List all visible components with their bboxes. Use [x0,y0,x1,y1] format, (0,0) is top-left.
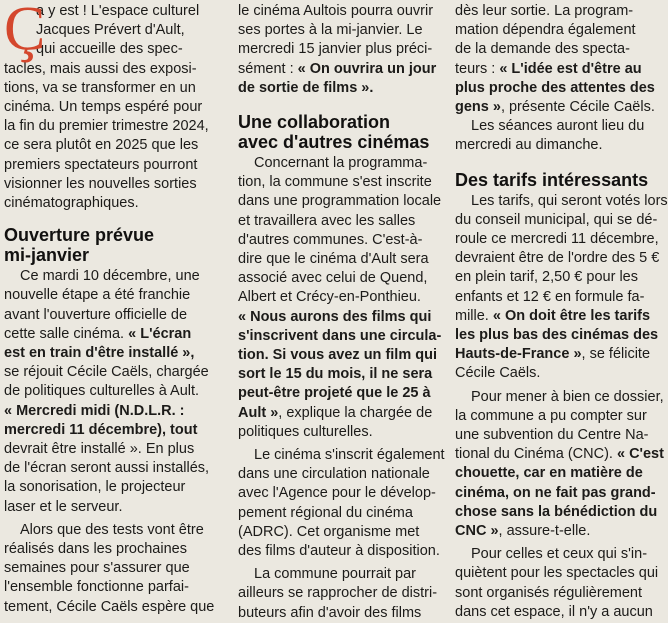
quote-bold: CNC » [455,523,499,540]
text-line: a y est ! L'espace culturel [36,3,200,19]
text-line: nouvelle étape a été franchie [4,287,191,304]
text-line: devraient être de l'ordre des 5 € [455,250,660,267]
text-run: mille. [455,307,493,324]
quote-line: « Nous aurons des films qui [238,308,432,325]
text-line: roule ce mercredi 11 décembre, [455,231,659,248]
quote-line: tion. Si vous avez un film qui [238,347,437,364]
quote-line: plus proche des attentes des [455,79,655,96]
text-line: cinématographiques. [4,195,139,212]
text-run: , explique la chargée de [278,404,433,421]
text-line: La commune pourrait par [254,566,416,583]
quote-line: de sortie de films ». [238,79,374,96]
quote-line: chose sans la bénédiction du [455,503,658,520]
text-line: ses portes à la mi-janvier. Le [238,22,423,39]
text-line [455,522,657,541]
quote-bold: « On ouvrira un jour [297,60,437,77]
text-line: Ce mardi 10 décembre, une [20,268,200,285]
quote-line: cinéma, on ne fait pas grand- [455,484,656,501]
quote-bold: « L'écran [128,325,192,342]
text-line: dès leur sortie. La program- [455,3,634,19]
column-3 [455,2,668,622]
section-heading: Des tarifs intéressants [455,169,649,190]
text-line: Albert et Crécy-en-Ponthieu. [238,289,421,306]
text-line: semaines pour s'assurer que [4,560,190,577]
text-line [4,325,217,344]
paragraph [238,565,438,623]
text-line: et travaillera avec les salles [238,212,416,229]
text-line: sont organisés régulièrement [455,584,642,601]
section-heading [238,112,438,152]
text-line: le cinéma Aultois pourra ouvrir [238,3,434,19]
paragraph [238,154,442,442]
heading-line: mi-janvier [4,245,90,266]
text-line: la commune a pu compter sur [455,407,647,424]
text-run: tional du Cinéma (CNC). [455,446,617,463]
text-line: tement, Cécile Caëls espère que [4,598,215,615]
paragraph [238,446,445,561]
text-line: tions, va se transformer en un [4,79,196,96]
text-line: de politiques culturelles à Ault. [4,383,200,400]
heading-line: Ouverture prévue [4,225,155,246]
heading-line: Une collaboration [238,112,391,133]
text-line: l'ensemble fonctionne parfai- [4,579,189,596]
heading-line: avec d'autres cinémas [238,132,430,153]
column-2 [238,2,445,623]
text-line: une subvention du Centre Na- [455,427,649,444]
text-line: avant l'ouverture officielle de [4,306,188,323]
text-line [455,345,657,364]
paragraph [4,267,217,517]
text-line: dans une circulation nationale [238,466,430,483]
paragraph [455,192,668,384]
quote-line: s'inscrivent dans une circula- [238,327,442,344]
text-line: Alors que des tests vont être [20,521,204,538]
section-heading [4,225,217,265]
text-line: buteurs afin d'avoir des films [238,604,422,621]
text-line: dans cet espace, il n'y a aucun [455,603,653,620]
text-line: Jacques Prévert d'Ault, [36,22,185,39]
text-line [238,404,438,423]
text-line: en plein tarif, 2,50 € pour les [455,269,638,286]
paragraph [4,521,217,617]
text-line: Le cinéma s'inscrit également [254,447,445,464]
quote-bold: Ault » [238,404,279,421]
text-run: sément : [238,60,298,77]
paragraph [238,2,438,98]
text-line: ce sera plutôt en 2025 que les [4,137,199,154]
quote-bold: Hauts-de-France » [455,346,582,363]
text-line: pement régional du cinéma [238,504,413,521]
drop-cap: Ç [4,0,46,63]
text-line: la sonorisation, le projecteur [4,479,186,496]
text-line: mercredi 15 janvier plus préci- [238,41,433,58]
text-line: premiers spectateurs pourront [4,156,198,173]
text-line: Les tarifs, qui seront votés lors [471,192,668,209]
text-line: politiques culturelles. [238,423,373,440]
text-line [455,60,657,79]
text-line: mercredi au dimanche. [455,137,603,154]
text-line: qui accueille des spec- [36,41,183,58]
column-1 [4,2,217,617]
quote-bold: « C'est [616,446,664,463]
quote-bold: « L'idée est d'être au [499,60,642,77]
quote-line: sort le 15 du mois, il ne sera [238,366,433,383]
text-line: quiètent pour les spectacles qui [455,565,659,582]
text-run: , se félicite [581,346,651,363]
text-line: se réjouit Cécile Caëls, chargée [4,364,209,381]
text-line [455,307,657,326]
text-line: de la demande des specta- [455,41,630,58]
text-line: Concernant la programma- [254,155,428,172]
paragraph [455,388,664,542]
text-run: , assure-t-elle. [498,523,591,540]
text-line: Pour mener à bien ce dossier, [471,388,664,405]
text-line: dire que le cinéma d'Ault sera [238,251,429,268]
text-line [455,445,664,464]
text-line [238,60,438,79]
text-line: associé avec celui de Quend, [238,270,428,287]
quote-line: les plus bas des cinémas des [455,327,659,344]
quote-bold: « On doit être les tarifs [492,307,651,324]
text-line: (ADRC). Cet organisme met [238,523,420,540]
text-line: Cécile Caëls. [455,365,541,382]
text-line: devrait être installé ». En plus [4,441,195,458]
text-run: cette salle cinéma. [4,325,129,342]
text-line: Les séances auront lieu du [471,118,645,135]
text-line: tion, la commune s'est inscrite [238,174,432,191]
text-run: , présente Cécile Caëls. [500,99,655,116]
text-line: tacles, mais aussi des exposi- [4,60,197,77]
text-line: cinéma. Un temps espéré pour [4,99,203,116]
text-line [455,98,657,117]
paragraph [455,545,657,622]
quote-line: peut-être projeté que le 25 à [238,385,431,402]
text-run: teurs : [455,60,500,77]
text-line: des films d'auteur à disposition. [238,543,440,560]
quote-line: mercredi 11 décembre), tout [4,421,198,438]
text-line: enfants et 12 € en formule fa- [455,288,645,305]
text-line: avec l'Agence pour le dévelop- [238,485,436,502]
quote-line: « Mercredi midi (N.D.L.R. : [4,402,185,419]
text-line: visionner les nouvelles sorties [4,175,197,192]
quote-line: chouette, car en matière de [455,465,643,482]
text-line: d'autres communes. C'est-à- [238,231,423,248]
text-line: ailleurs se rapprocher de distri- [238,585,438,602]
text-line: réalisés dans les prochaines [4,541,187,558]
intro-paragraph [4,2,217,213]
paragraph [455,2,657,156]
text-line: mation dépendra également [455,22,636,39]
text-line: dans une programmation locale [238,193,442,210]
text-line: de l'écran seront aussi installés, [4,460,210,477]
text-line: la fin du premier trimestre 2024, [4,118,209,135]
text-line: laser et le serveur. [4,498,123,515]
text-line: du conseil municipal, qui se dé- [455,211,658,228]
text-line: Pour celles et ceux qui s'in- [471,546,648,563]
quote-bold: gens » [455,99,501,116]
quote-line: est en train d'être installé », [4,345,195,362]
